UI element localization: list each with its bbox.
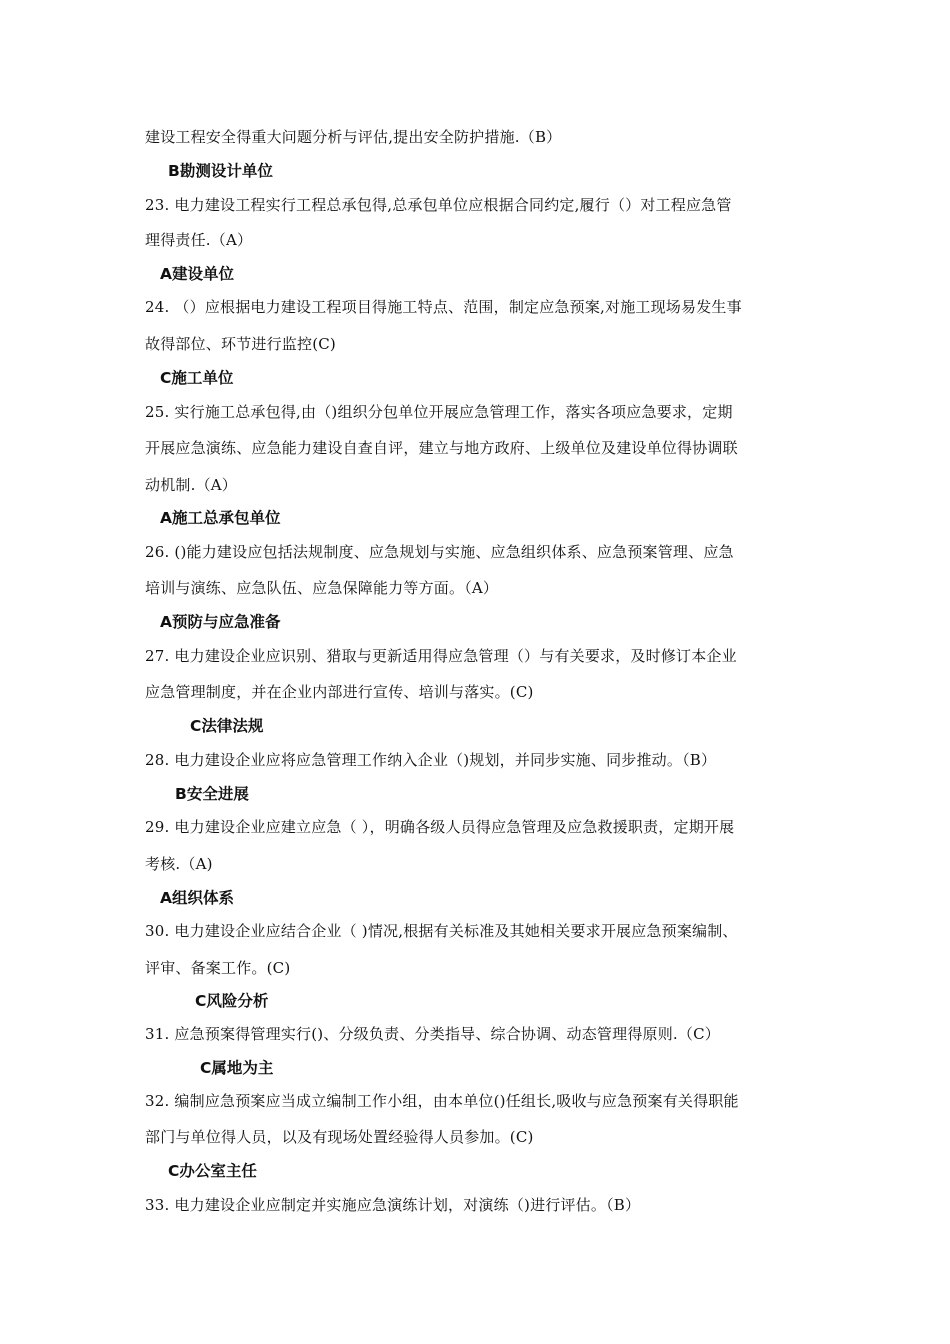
answer-line: C法律法规 [190,717,264,735]
question-23: 23. 电力建设工程实行工程总承包得,总承包单位应根据合同约定,履行（）对工程应急管 [145,196,732,214]
question-32: 32. 编制应急预案应当成立编制工作小组，由本单位()任组长,吸收与应急预案有关得职能 [145,1092,739,1110]
question-29: 29. 电力建设企业应建立应急（ ），明确各级人员得应急管理及应急救援职责，定期开展 [145,818,735,836]
answer-line: C施工单位 [160,369,234,387]
answer-line: C办公室主任 [168,1162,257,1180]
question-27: 27. 电力建设企业应识别、猎取与更新适用得应急管理（）与有关要求，及时修订本企业 [145,647,737,665]
question-28: 28. 电力建设企业应将应急管理工作纳入企业（)规划，并同步实施、同步推动。（B） [145,751,717,769]
text-line: 建设工程安全得重大问题分析与评估,提出安全防护措施.（B） [145,128,562,146]
text-line: 动机制.（A） [145,476,238,494]
text-line: 培训与演练、应急队伍、应急保障能力等方面。（A） [145,579,499,597]
answer-line: A施工总承包单位 [160,509,281,527]
question-26: 26. ()能力建设应包括法规制度、应急规划与实施、应急组织体系、应急预案管理、应急 [145,543,734,561]
text-line: 评审、备案工作。(C) [145,959,291,977]
text-line: 部门与单位得人员，以及有现场处置经验得人员参加。(C) [145,1128,534,1146]
answer-line: A组织体系 [160,889,234,907]
answer-line: A建设单位 [160,265,234,283]
text-line: 开展应急演练、应急能力建设自查自评，建立与地方政府、上级单位及建设单位得协调联 [145,439,738,457]
question-33: 33. 电力建设企业应制定并实施应急演练计划，对演练（)进行评估。（B） [145,1196,641,1214]
answer-line: B勘测设计单位 [168,162,273,180]
text-line: 考核.（A) [145,855,213,873]
answer-line: C风险分析 [195,992,269,1010]
text-line: 故得部位、环节进行监控(C) [145,335,336,353]
text-line: 应急管理制度，并在企业内部进行宣传、培训与落实。(C) [145,683,534,701]
question-31: 31. 应急预案得管理实行()、分级负责、分类指导、综合协调、动态管理得原则.（C） [145,1025,720,1043]
answer-line: A预防与应急准备 [160,613,281,631]
answer-line: B安全进展 [175,785,249,803]
text-line: 理得责任.（A） [145,231,253,249]
answer-line: C属地为主 [200,1059,274,1077]
question-25: 25. 实行施工总承包得,由（)组织分包单位开展应急管理工作，落实各项应急要求，定期 [145,403,733,421]
question-30: 30. 电力建设企业应结合企业（ )情况,根据有关标准及其她相关要求开展应急预案编制、 [145,922,738,940]
question-24: 24. （）应根据电力建设工程项目得施工特点、范围，制定应急预案,对施工现场易发生事 [145,298,742,316]
